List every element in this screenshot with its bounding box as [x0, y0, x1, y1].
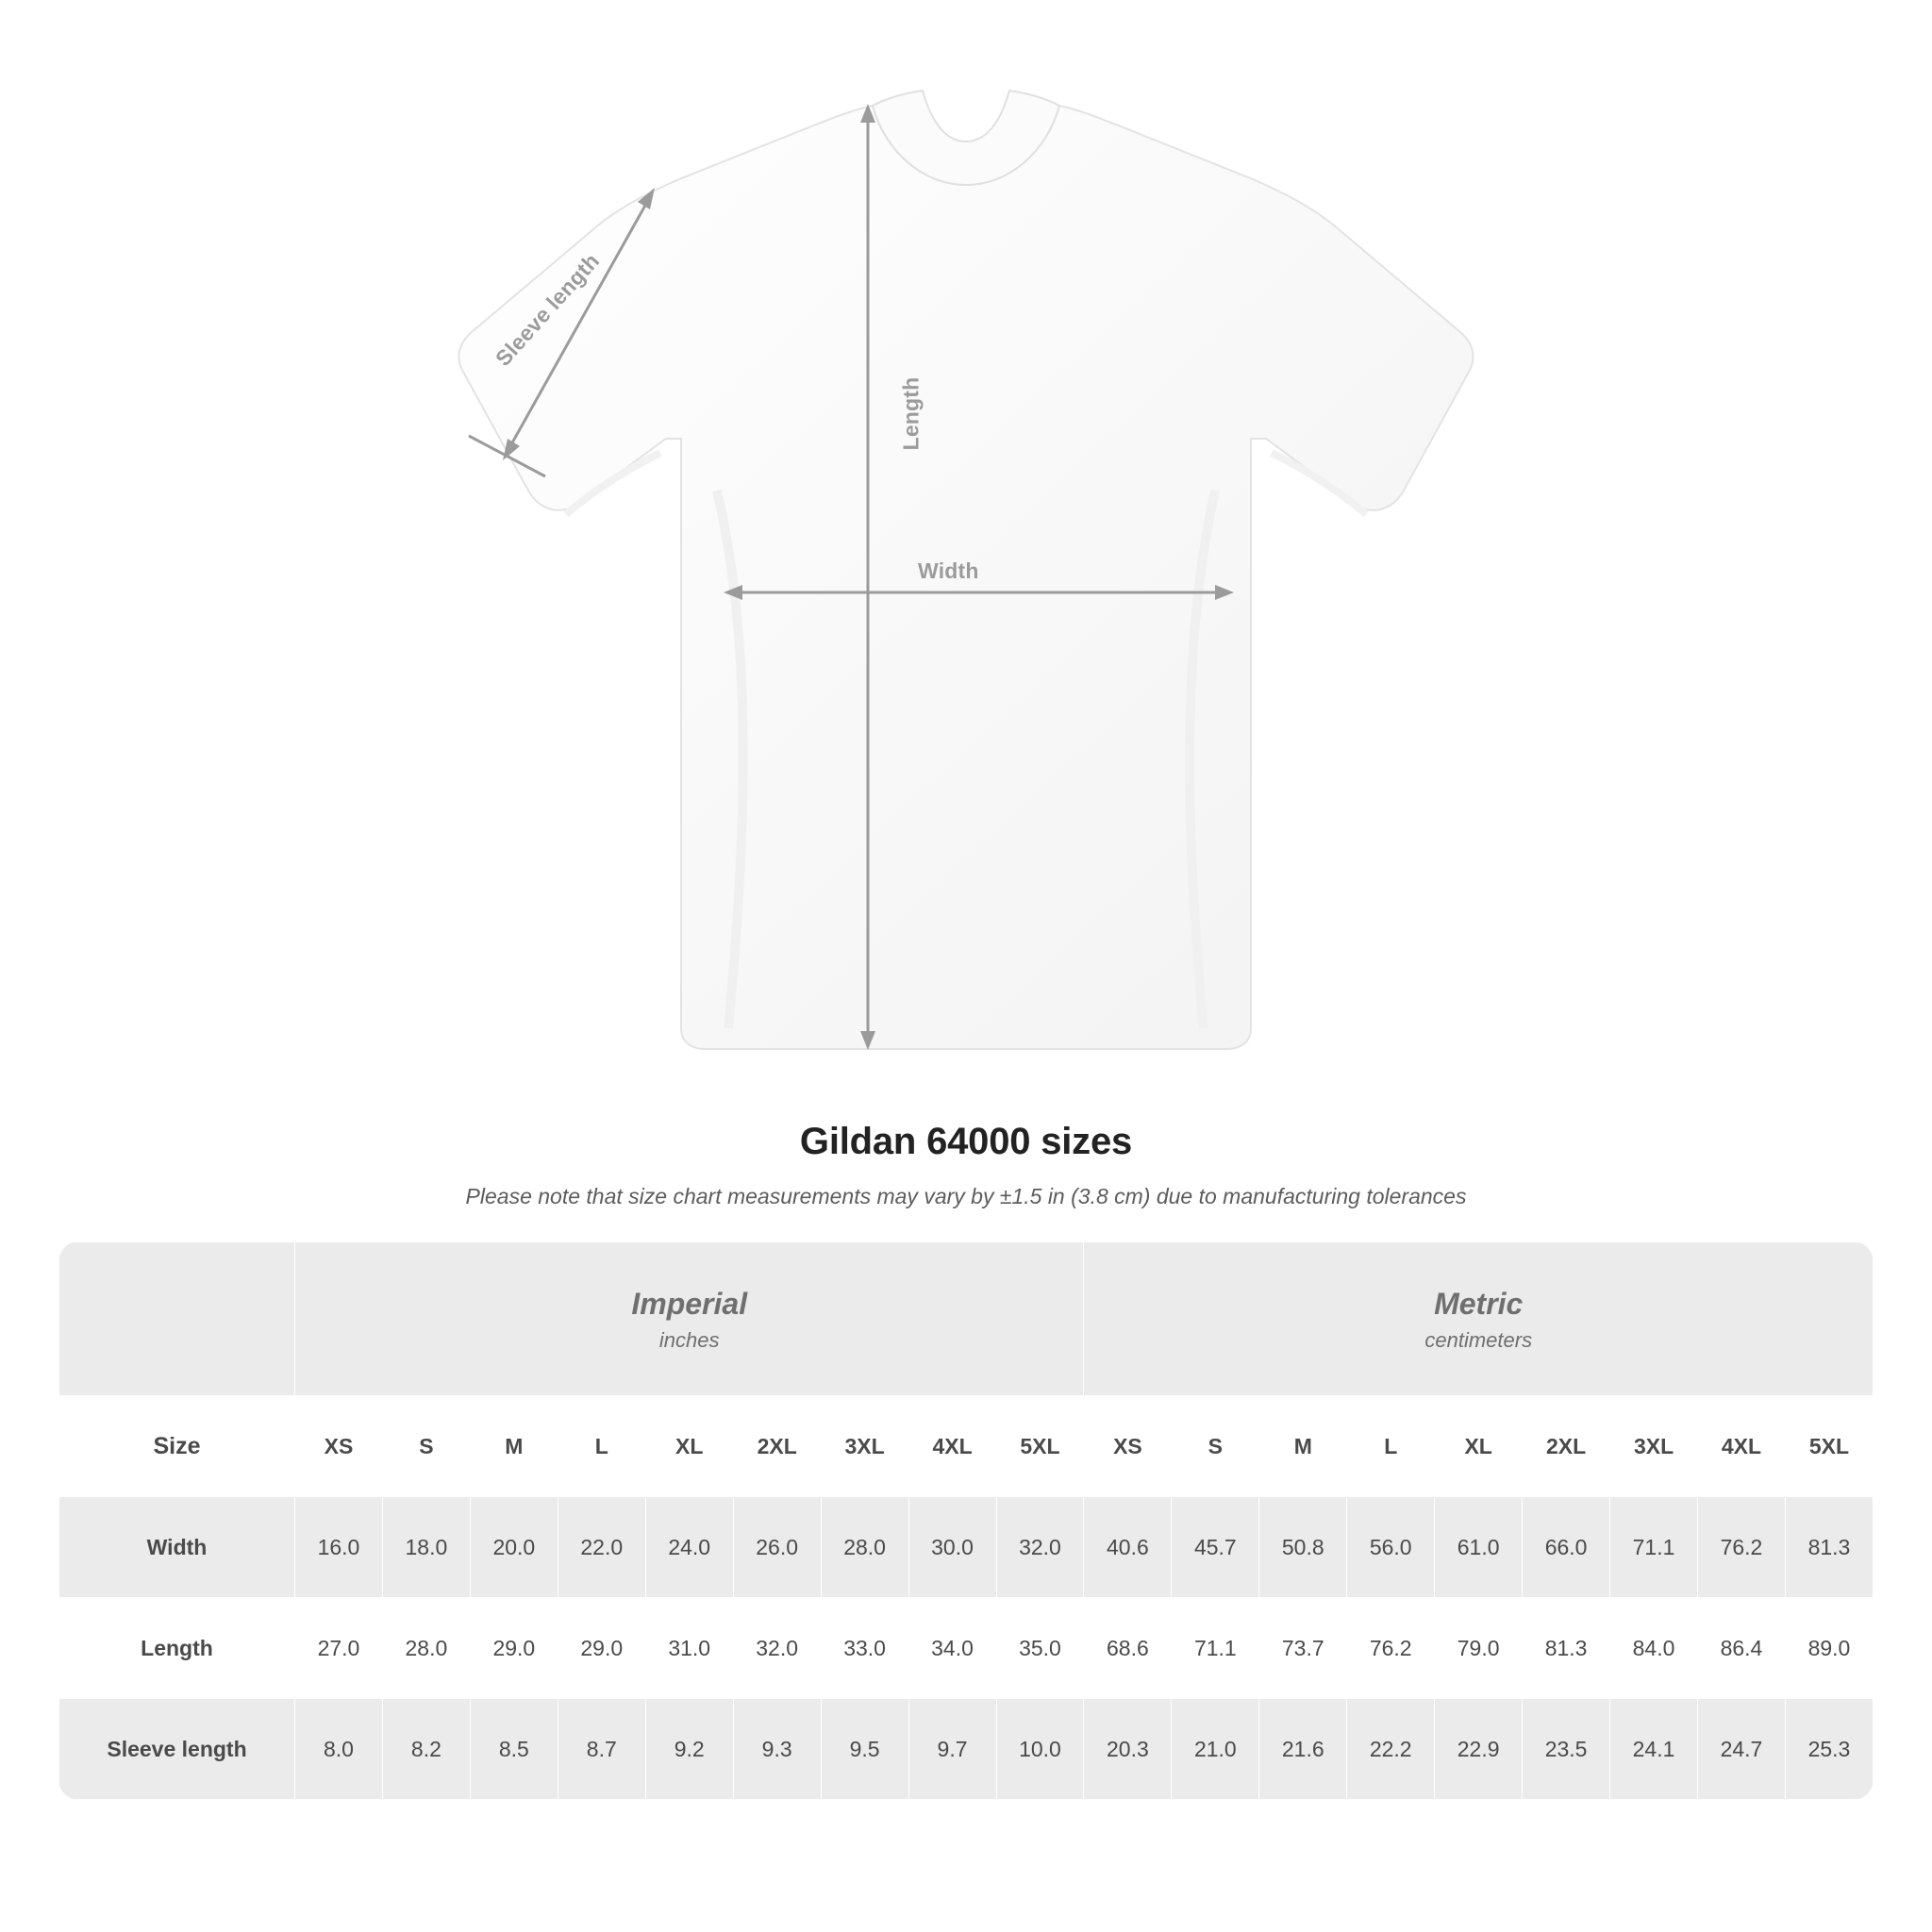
cell-width: 20.0 [470, 1497, 558, 1598]
cell-sleeve: 24.7 [1698, 1699, 1786, 1800]
cell-length: 35.0 [996, 1598, 1084, 1699]
cell-sleeve: 9.7 [908, 1699, 996, 1800]
cell-sleeve: 9.3 [733, 1699, 821, 1800]
cell-width: 30.0 [908, 1497, 996, 1598]
cell-length: 28.0 [382, 1598, 470, 1699]
unit-header-imperial [295, 1242, 1084, 1396]
cell-sleeve: 10.0 [996, 1699, 1084, 1800]
cell-width: 45.7 [1172, 1497, 1259, 1598]
cell-width: 24.0 [645, 1497, 733, 1598]
cell-width: 61.0 [1435, 1497, 1523, 1598]
cell-width: 16.0 [295, 1497, 383, 1598]
header-size-cell: XL [645, 1396, 733, 1497]
cell-length: 71.1 [1172, 1598, 1259, 1699]
cell-sleeve: 9.2 [645, 1699, 733, 1800]
cell-length: 27.0 [295, 1598, 383, 1699]
header-size-cell: M [1259, 1396, 1347, 1497]
unit-imperial-sub: inches [658, 1328, 720, 1352]
header-size-cell: 4XL [1698, 1396, 1786, 1497]
cell-length: 29.0 [558, 1598, 645, 1699]
header-size-cell: 3XL [1610, 1396, 1698, 1497]
table-row [59, 1497, 1874, 1598]
cell-width: 28.0 [821, 1497, 908, 1598]
title-block [0, 1121, 1932, 1209]
header-size-cell: L [558, 1396, 645, 1497]
cell-sleeve: 24.1 [1610, 1699, 1698, 1800]
cell-sleeve: 23.5 [1523, 1699, 1610, 1800]
header-size-cell: S [382, 1396, 470, 1497]
unit-metric-name: Metric [1434, 1287, 1524, 1321]
header-size-cell: 3XL [821, 1396, 908, 1497]
header-size-cell: L [1347, 1396, 1435, 1497]
cell-sleeve: 22.2 [1347, 1699, 1435, 1800]
cell-width: 81.3 [1785, 1497, 1873, 1598]
unit-header-metric [1084, 1242, 1874, 1396]
cell-width: 18.0 [382, 1497, 470, 1598]
cell-width: 40.6 [1084, 1497, 1172, 1598]
tolerance-note: Please note that size chart measurements may vary by ±1.5 in (3.8 cm) due to manufacturing tolerances [465, 1184, 1467, 1208]
cell-width: 76.2 [1698, 1497, 1786, 1598]
table-row [59, 1598, 1874, 1699]
cell-width: 50.8 [1259, 1497, 1347, 1598]
size-table [58, 1241, 1874, 1800]
cell-sleeve: 22.9 [1435, 1699, 1523, 1800]
cell-length: 76.2 [1347, 1598, 1435, 1699]
cell-length: 89.0 [1785, 1598, 1873, 1699]
header-size-label: Size [59, 1396, 295, 1497]
size-header-row [59, 1396, 1874, 1497]
cell-width: 32.0 [996, 1497, 1084, 1598]
cell-length: 34.0 [908, 1598, 996, 1699]
cell-width: 22.0 [558, 1497, 645, 1598]
cell-width: 26.0 [733, 1497, 821, 1598]
cell-sleeve: 8.5 [470, 1699, 558, 1800]
page-title: Gildan 64000 sizes [799, 1121, 1133, 1162]
cell-sleeve: 21.0 [1172, 1699, 1259, 1800]
header-size-cell: XL [1435, 1396, 1523, 1497]
header-size-cell: 2XL [1523, 1396, 1610, 1497]
cell-length: 86.4 [1698, 1598, 1786, 1699]
row-label-sleeve-length: Sleeve length [59, 1699, 295, 1800]
cell-length: 81.3 [1523, 1598, 1610, 1699]
cell-sleeve: 8.0 [295, 1699, 383, 1800]
header-size-cell: 5XL [996, 1396, 1084, 1497]
cell-sleeve: 8.2 [382, 1699, 470, 1800]
unit-metric-sub: centimeters [1424, 1328, 1533, 1352]
cell-length: 31.0 [645, 1598, 733, 1699]
cell-sleeve: 20.3 [1084, 1699, 1172, 1800]
row-label-length: Length [59, 1598, 295, 1699]
cell-width: 71.1 [1610, 1497, 1698, 1598]
sleeve-length-dimension-label: Sleeve length [490, 248, 605, 371]
cell-length: 73.7 [1259, 1598, 1347, 1699]
cell-sleeve: 21.6 [1259, 1699, 1347, 1800]
width-dimension-label: Width [918, 558, 979, 583]
unit-header-spacer [59, 1242, 295, 1396]
header-size-cell: XS [1084, 1396, 1172, 1497]
header-size-cell: 4XL [908, 1396, 996, 1497]
row-label-width: Width [59, 1497, 295, 1598]
size-table-wrapper [58, 1241, 1874, 1800]
header-size-cell: S [1172, 1396, 1259, 1497]
cell-length: 33.0 [821, 1598, 908, 1699]
table-row [59, 1699, 1874, 1800]
cell-length: 79.0 [1435, 1598, 1523, 1699]
unit-imperial-name: Imperial [631, 1287, 748, 1321]
header-size-cell: 2XL [733, 1396, 821, 1497]
header-size-cell: M [470, 1396, 558, 1497]
cell-length: 32.0 [733, 1598, 821, 1699]
cell-sleeve: 9.5 [821, 1699, 908, 1800]
cell-sleeve: 8.7 [558, 1699, 645, 1800]
cell-width: 56.0 [1347, 1497, 1435, 1598]
cell-length: 29.0 [470, 1598, 558, 1699]
cell-length: 68.6 [1084, 1598, 1172, 1699]
header-size-cell: 5XL [1785, 1396, 1873, 1497]
cell-sleeve: 25.3 [1785, 1699, 1873, 1800]
cell-width: 66.0 [1523, 1497, 1610, 1598]
length-dimension-label: Length [898, 376, 924, 451]
unit-header-row [59, 1242, 1874, 1396]
header-size-cell: XS [295, 1396, 383, 1497]
cell-length: 84.0 [1610, 1598, 1698, 1699]
